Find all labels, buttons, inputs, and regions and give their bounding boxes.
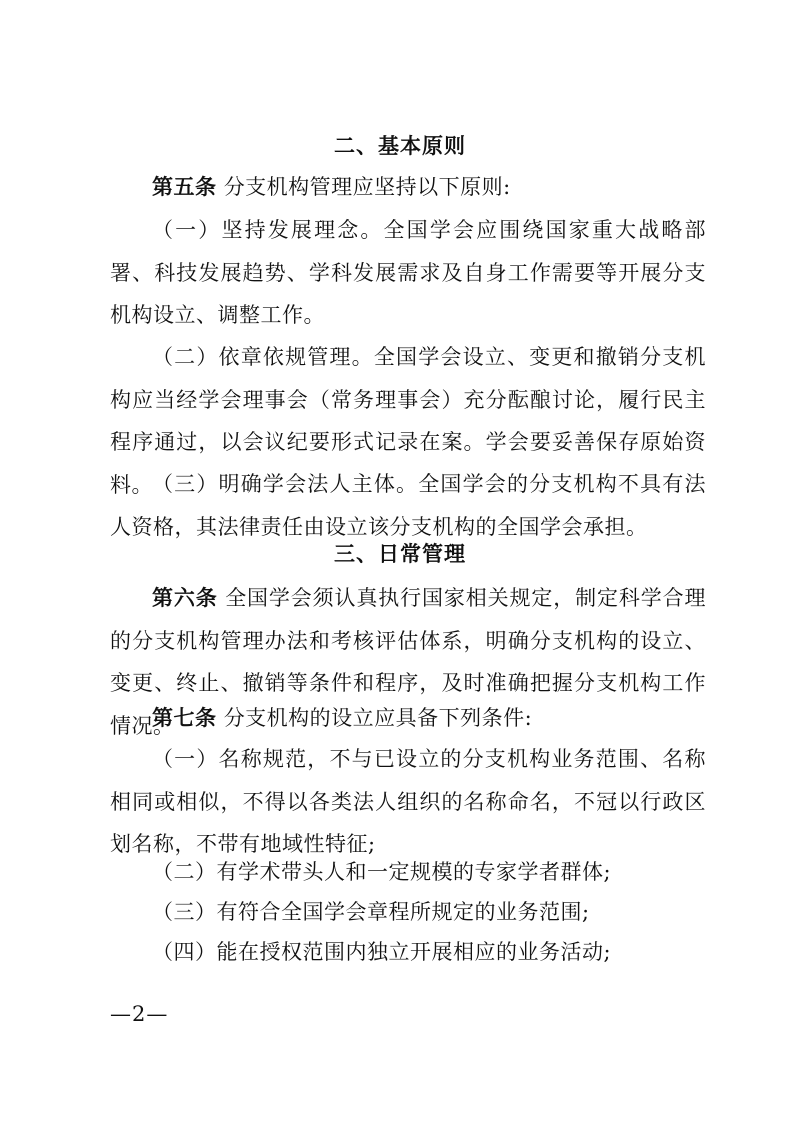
article-7-text: 分支机构的设立应具备下列条件: — [223, 706, 533, 730]
condition-item-3: （三）有符合全国学会章程所规定的业务范围; — [152, 900, 590, 924]
condition-item-1: （一）名称规范，不与已设立的分支机构业务范围、名称相同或相似，不得以各类法人组织的名称命名，不冠以行政区划名称，不带有地域性特征; — [110, 747, 706, 856]
principle-item-1: （一）坚持发展理念。全国学会应围绕国家重大战略部署、科技发展趋势、学科发展需求及自身工作需要等开展分支机构设立、调整工作。 — [110, 218, 706, 327]
article-6-text: 全国学会须认真执行国家相关规定，制定科学合理的分支机构管理办法和考核评估体系，明确分支机构的设立、变更、终止、撤销等条件和程序，及时准确把握分支机构工作情况。 — [110, 586, 707, 738]
article-7-label: 第七条 — [152, 706, 217, 730]
principle-item-2: （二）依章依规管理。全国学会设立、变更和撤销分支机构应当经学会理事会（常务理事会）充分酝酿讨论，履行民主程序通过，以会议纪要形式记录在案。学会要妥善保存原始资料。 — [110, 345, 706, 497]
condition-item-4: （四）能在授权范围内独立开展相应的业务活动; — [152, 940, 612, 964]
article-5 — [110, 166, 706, 209]
article-5-label: 第五条 — [152, 175, 217, 199]
article-6-label: 第六条 — [152, 586, 218, 610]
section-heading-daily-management: 三、日常管理 — [334, 542, 466, 566]
condition-item-2: （二）有学术带头人和一定规模的专家学者群体; — [152, 860, 612, 884]
article-5-text: 分支机构管理应坚持以下原则: — [223, 175, 511, 199]
principle-item-3: （三）明确学会法人主体。全国学会的分支机构不具有法人资格，其法律责任由设立该分支机构的全国学会承担。 — [110, 472, 706, 539]
section-heading-basic-principles: 二、基本原则 — [334, 134, 466, 158]
page-number: —2— — [110, 1002, 169, 1026]
article-7 — [110, 697, 706, 740]
